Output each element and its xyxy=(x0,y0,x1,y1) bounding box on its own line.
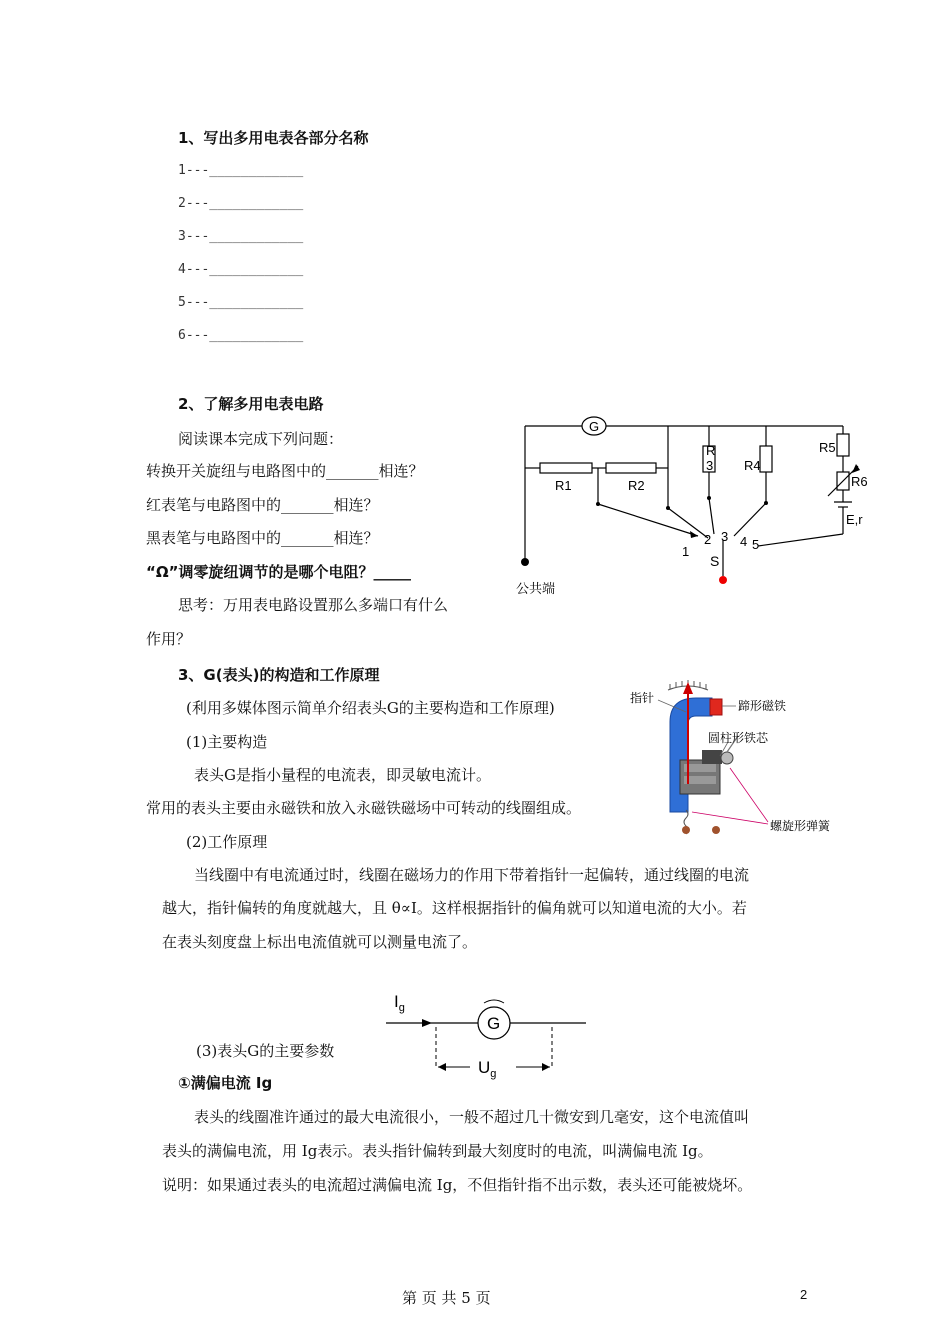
circuit-terminal-2: 2 xyxy=(704,532,712,547)
label-horseshoe-magnet: 蹄形磁铁 xyxy=(738,699,787,713)
section2-heading: 2、了解多用电表电路 xyxy=(178,395,324,413)
param-para-line1: 表头的线圈准许通过的最大电流很小，一般不超过几十微安到几毫安，这个电流值叫 xyxy=(194,1108,750,1126)
circuit-terminal-5: 5 xyxy=(752,537,760,552)
circuit-r1-label: R1 xyxy=(555,478,572,493)
label-spiral-spring: 螺旋形弹簧 xyxy=(770,819,831,833)
blank-6[interactable]: 6---____________ xyxy=(178,328,304,343)
section1-heading: 1、写出多用电表各部分名称 xyxy=(178,129,369,147)
section2-intro: 阅读课本完成下列问题： xyxy=(178,430,344,448)
circuit-r2-label: R2 xyxy=(628,478,645,493)
question-black-probe: 黑表笔与电路图中的_______相连？ xyxy=(146,529,379,547)
page-footer: 第 页 共 5 页 xyxy=(402,1289,491,1307)
ug-label: $U_g$ xyxy=(478,1058,497,1080)
blank-3[interactable]: 3---____________ xyxy=(178,229,304,244)
circuit-r5-label: R5 xyxy=(819,440,836,455)
circuit-terminal-4: 4 xyxy=(740,534,748,549)
circuit-terminal-3: 3 xyxy=(721,529,729,544)
meter-construction-diagram xyxy=(630,672,860,852)
circuit-r3-label-a: R xyxy=(706,443,716,458)
param-para-line2: 表头的满偏电流，用 Ig表示。表头指针偏转到最大刻度时的电流，叫满偏电流 Ig。 xyxy=(162,1142,713,1160)
structure-para2: 常用的表头主要由永磁铁和放入永磁铁磁场中可转动的线圈组成。 xyxy=(146,799,582,817)
circuit-g-label: G xyxy=(589,419,600,434)
principle-line1: 当线圈中有电流通过时，线圈在磁场力的作用下带着指针一起偏转，通过线圈的电流 xyxy=(194,866,750,884)
blank-5[interactable]: 5---____________ xyxy=(178,295,304,310)
label-needle: 指针 xyxy=(630,691,655,705)
question-red-probe: 红表笔与电路图中的_______相连？ xyxy=(146,496,379,514)
multimeter-circuit-diagram xyxy=(510,410,870,600)
subheading-structure: (1)主要构造 xyxy=(186,733,268,751)
circuit-r3-label-b: 3 xyxy=(706,458,714,473)
circuit-terminal-1: 1 xyxy=(682,544,690,559)
ig-label: $I_g$ xyxy=(394,992,405,1014)
principle-line2: 越大，指针偏转的角度就越大，且 θ∝I。这样根据指针的偏角就可以知道电流的大小。若 xyxy=(162,899,747,917)
blank-2[interactable]: 2---____________ xyxy=(178,196,304,211)
galvanometer-symbol-diagram xyxy=(380,985,600,1080)
question-switch: 转换开关旋纽与电路图中的_______相连？ xyxy=(146,462,424,480)
circuit-battery-label: E,r xyxy=(846,512,863,527)
page-number: 2 xyxy=(800,1287,808,1302)
section3-note: (利用多媒体图示简单介绍表头G的主要构造和工作原理) xyxy=(186,699,555,717)
circuit-switch-label: S xyxy=(710,553,720,569)
think-line2: 作用？ xyxy=(146,630,192,648)
label-iron-core: 圆柱形铁芯 xyxy=(708,731,769,745)
section3-heading: 3、G(表头)的构造和工作原理 xyxy=(178,666,380,684)
circuit-common-terminal: 公共端 xyxy=(516,582,556,597)
structure-para1: 表头G是指小量程的电流表，即灵敏电流计。 xyxy=(194,766,491,784)
principle-line3: 在表头刻度盘上标出电流值就可以测量电流了。 xyxy=(162,933,478,951)
think-line1: 思考：万用表电路设置那么多端口有什么 xyxy=(178,596,449,614)
blank-1[interactable]: 1---____________ xyxy=(178,163,304,178)
circuit-r4-label: R4 xyxy=(744,458,761,473)
circuit-r6-label: R6 xyxy=(851,474,868,489)
blank-4[interactable]: 4---____________ xyxy=(178,262,304,277)
param-full-scale-current: ①满偏电流 Ig xyxy=(178,1074,273,1092)
subheading-principle: (2)工作原理 xyxy=(186,833,268,851)
subheading-parameters: (3)表头G的主要参数 xyxy=(196,1042,335,1060)
g-symbol-label: G xyxy=(487,1014,501,1033)
param-note: 说明：如果通过表头的电流超过满偏电流 Ig，不但指针指不出示数，表头还可能被烧坏。 xyxy=(162,1176,753,1194)
question-ohm-zero: “Ω”调零旋纽调节的是哪个电阻？_____ xyxy=(146,563,411,581)
